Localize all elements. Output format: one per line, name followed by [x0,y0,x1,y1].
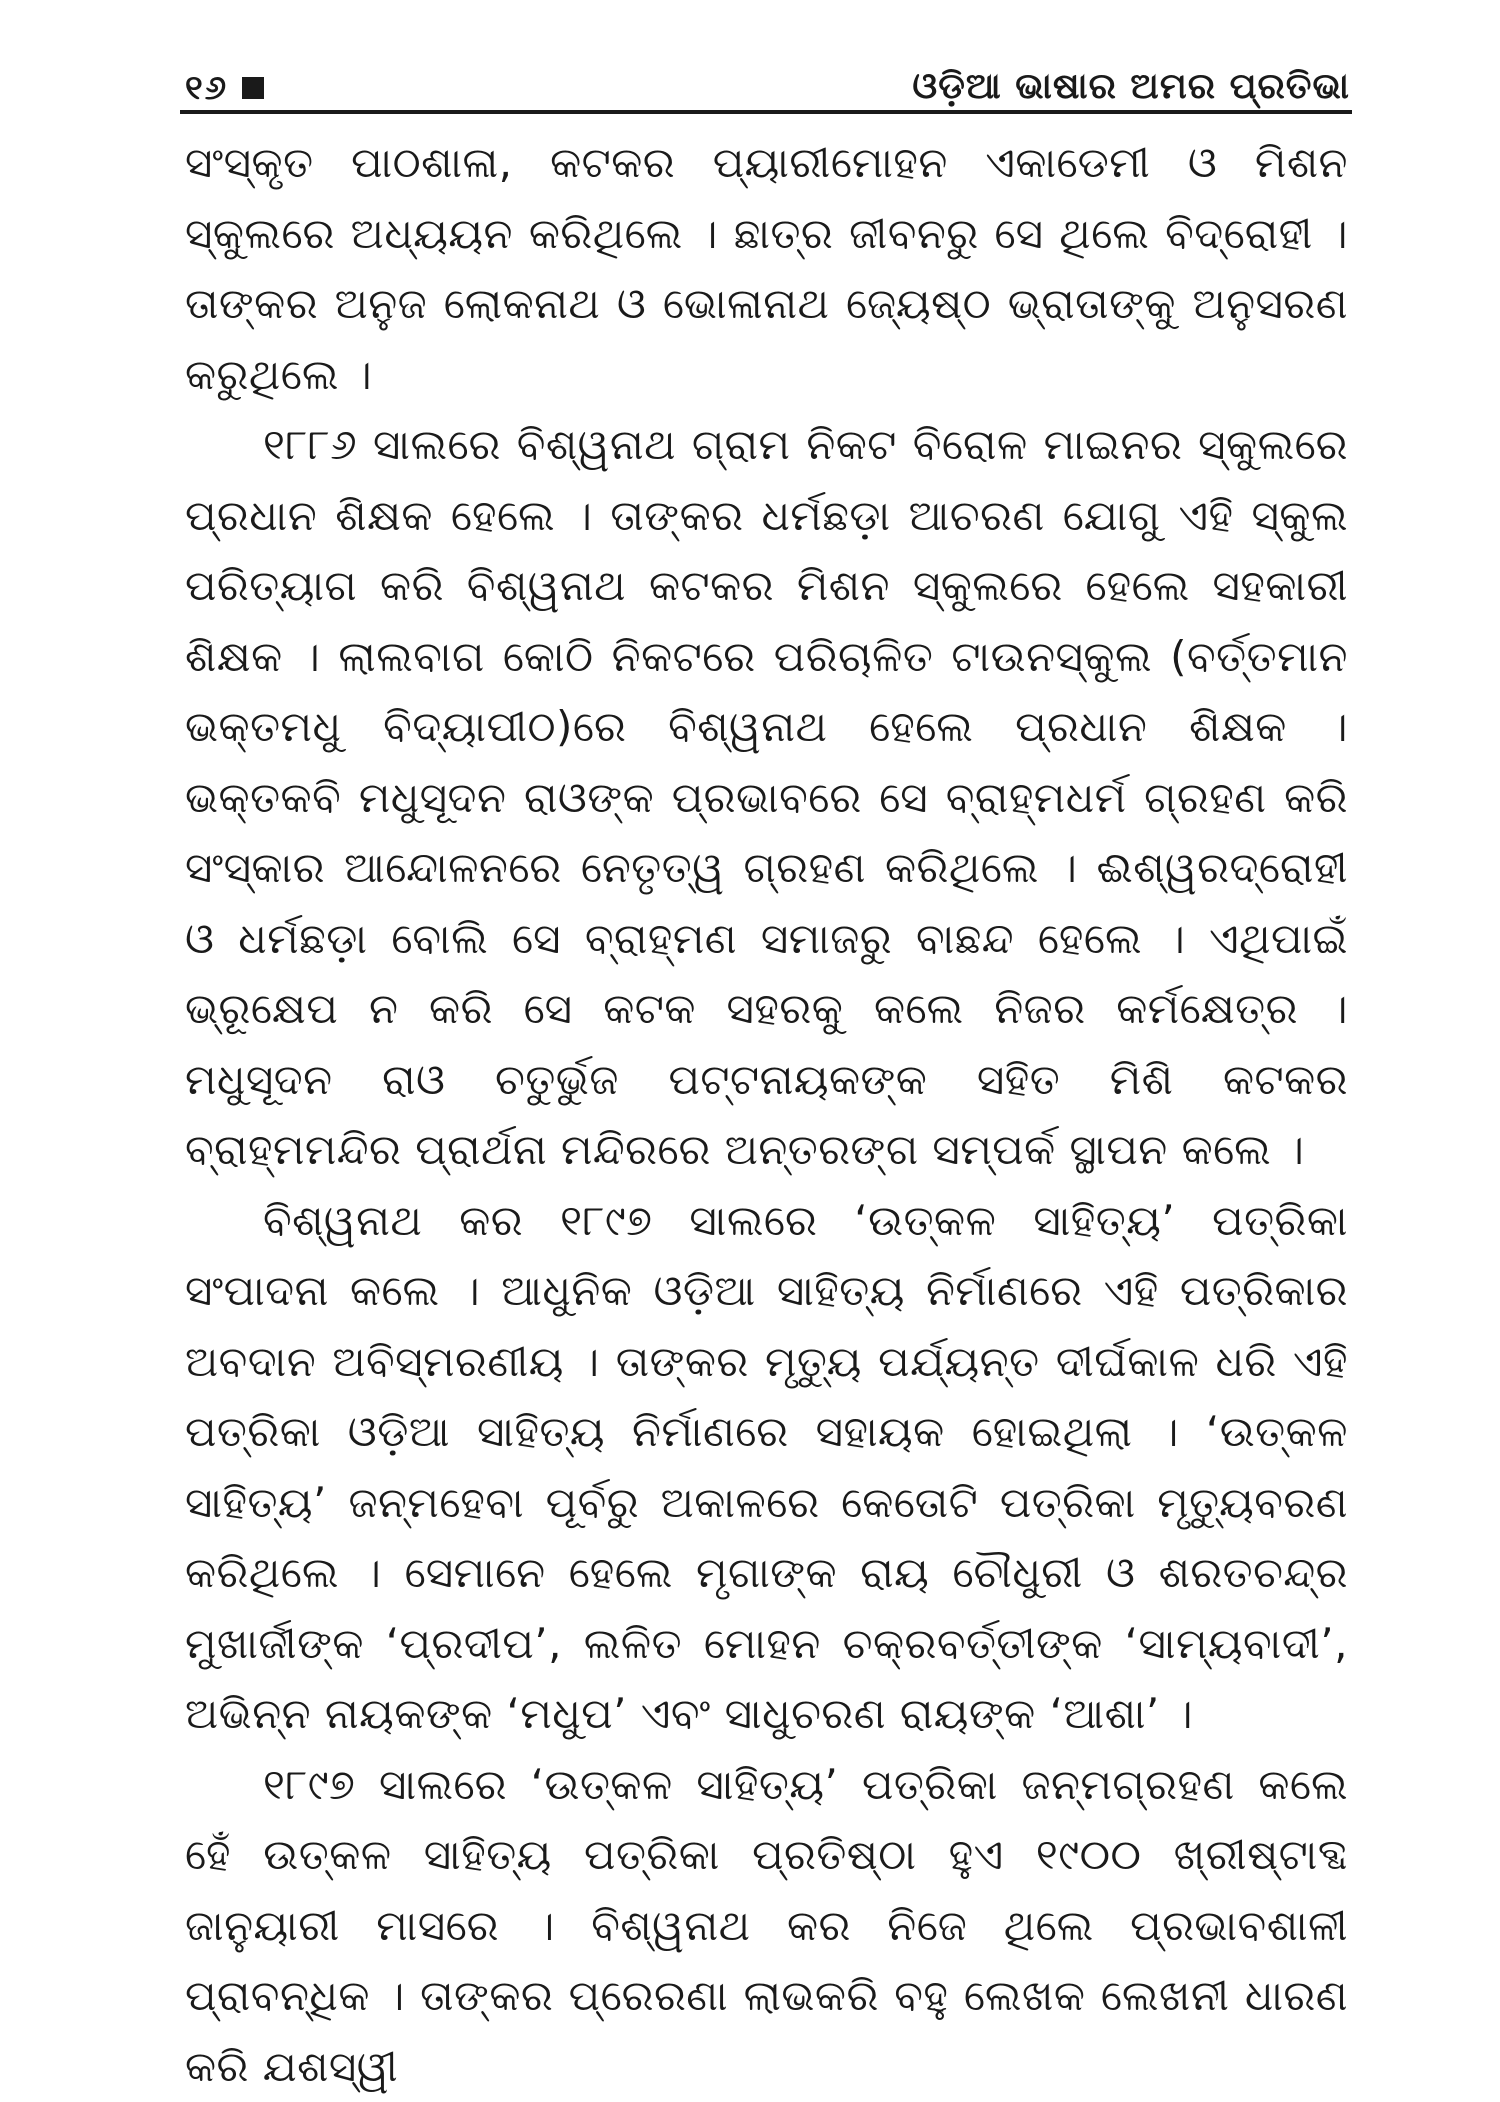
square-bullet-icon [242,77,264,99]
paragraph: ସଂସ୍କୃତ ପାଠଶାଳା, କଟକର ପ୍ୟାରୀମୋହନ ଏକାଡେମୀ ଓ ମିଶନ ସ୍କୁଲରେ ଅଧ୍ୟୟନ କରିଥିଲେ । ଛାତ୍ର ଜୀବନରୁ ସେ ଥିଲେ ବିଦ୍ରୋହୀ । ତାଙ୍କର ଅନୁଜ ଲୋକନାଥ ଓ ଭୋଳାନାଥ ଜ୍ୟେଷ୍ଠ ଭ୍ରାତାଙ୍କୁ ଅନୁସରଣ କରୁଥିଲେ । [185,128,1348,410]
body-text [185,128,1348,2102]
paragraph: ବିଶ୍ୱନାଥ କର ୧୮୯୭ ସାଲରେ ‘ଉତ୍କଳ ସାହିତ୍ୟ’ ପତ୍ରିକା ସଂପାଦନା କଲେ । ଆଧୁନିକ ଓଡ଼ିଆ ସାହିତ୍ୟ ନିର୍ମାଣରେ ଏହି ପତ୍ରିକାର ଅବଦାନ ଅବିସ୍ମରଣୀୟ । ତାଙ୍କର ମୃତ୍ୟୁ ପର୍ଯ୍ୟନ୍ତ ଦୀର୍ଘକାଳ ଧରି ଏହି ପତ୍ରିକା ଓଡ଼ିଆ ସାହିତ୍ୟ ନିର୍ମାଣରେ ସହାୟକ ହୋଇଥିଲା । ‘ଉତ୍କଳ ସାହିତ୍ୟ’ ଜନ୍ମହେବା ପୂର୍ବରୁ ଅକାଳରେ କେତୋଟି ପତ୍ରିକା ମୃତ୍ୟୁବରଣ କରିଥିଲେ । ସେମାନେ ହେଲେ ମୃଗାଙ୍କ ରାୟ ଚୌଧୁରୀ ଓ ଶରତଚନ୍ଦ୍ର ମୁଖାର୍ଜୀଙ୍କ ‘ପ୍ରଦୀପ’, ଲଳିତ ମୋହନ ଚକ୍ରବର୍ତ୍ତୀଙ୍କ ‘ସାମ୍ୟବାଦୀ’, ଅଭିନ୍ନ ନାୟକଙ୍କ ‘ମଧୁପ’ ଏବଂ ସାଧୁଚରଣ ରାୟଙ୍କ ‘ଆଶା’ । [185,1186,1348,1750]
running-title: ଓଡ଼ିଆ ଭାଷାର ଅମର ପ୍ରତିଭା [912,66,1350,108]
page-number-group [185,68,264,108]
page-header [185,48,1350,108]
paragraph: ୧୮୮୬ ସାଲରେ ବିଶ୍ୱନାଥ ଗ୍ରାମ ନିକଟ ବିରୋଳ ମାଇନର ସ୍କୁଲରେ ପ୍ରଧାନ ଶିକ୍ଷକ ହେଲେ । ତାଙ୍କର ଧର୍ମଛଡ଼ା ଆଚରଣ ଯୋଗୁ ଏହି ସ୍କୁଲ ପରିତ୍ୟାଗ କରି ବିଶ୍ୱନାଥ କଟକର ମିଶନ ସ୍କୁଲରେ ହେଲେ ସହକାରୀ ଶିକ୍ଷକ । ଲାଲବାଗ କୋଠି ନିକଟରେ ପରିଚାଳିତ ଟାଉନସ୍କୁଲ (ବର୍ତ୍ତମାନ ଭକ୍ତମଧୁ ବିଦ୍ୟାପୀଠ)ରେ ବିଶ୍ୱନାଥ ହେଲେ ପ୍ରଧାନ ଶିକ୍ଷକ । ଭକ୍ତକବି ମଧୁସୂଦନ ରାଓଙ୍କ ପ୍ରଭାବରେ ସେ ବ୍ରାହ୍ମଧର୍ମ ଗ୍ରହଣ କରି ସଂସ୍କାର ଆନ୍ଦୋଳନରେ ନେତୃତ୍ୱ ଗ୍ରହଣ କରିଥିଲେ । ଈଶ୍ୱରଦ୍ରୋହୀ ଓ ଧର୍ମଛଡ଼ା ବୋଲି ସେ ବ୍ରାହ୍ମଣ ସମାଜରୁ ବାଛନ୍ଦ ହେଲେ । ଏଥିପାଇଁ ଭ୍ରୂକ୍ଷେପ ନ କରି ସେ କଟକ ସହରକୁ କଲେ ନିଜର କର୍ମକ୍ଷେତ୍ର । ମଧୁସୂଦନ ରାଓ ଚତୁର୍ଭୁଜ ପଟ୍ଟନାୟକଙ୍କ ସହିତ ମିଶି କଟକର ବ୍ରାହ୍ମମନ୍ଦିର ପ୍ରାର୍ଥନା ମନ୍ଦିରରେ ଅନ୍ତରଙ୍ଗ ସମ୍ପର୍କ ସ୍ଥାପନ କଲେ । [185,410,1348,1186]
paragraph: ୧୮୯୭ ସାଲରେ ‘ଉତ୍କଳ ସାହିତ୍ୟ’ ପତ୍ରିକା ଜନ୍ମଗ୍ରହଣ କଲେ ହେଁ ଉତ୍କଳ ସାହିତ୍ୟ ପତ୍ରିକା ପ୍ରତିଷ୍ଠା ହୁଏ ୧୯୦୦ ଖ୍ରୀଷ୍ଟାବ୍ଦ ଜାନୁୟାରୀ ମାସରେ । ବିଶ୍ୱନାଥ କର ନିଜେ ଥିଲେ ପ୍ରଭାବଶାଳୀ ପ୍ରାବନ୍ଧିକ । ତାଙ୍କର ପ୍ରେରଣା ଲାଭକରି ବହୁ ଲେଖକ ଲେଖନୀ ଧାରଣ କରି ଯଶସ୍ୱୀ [185,1750,1348,2102]
header-rule [180,110,1352,114]
page-number: ୧୬ [185,68,228,108]
